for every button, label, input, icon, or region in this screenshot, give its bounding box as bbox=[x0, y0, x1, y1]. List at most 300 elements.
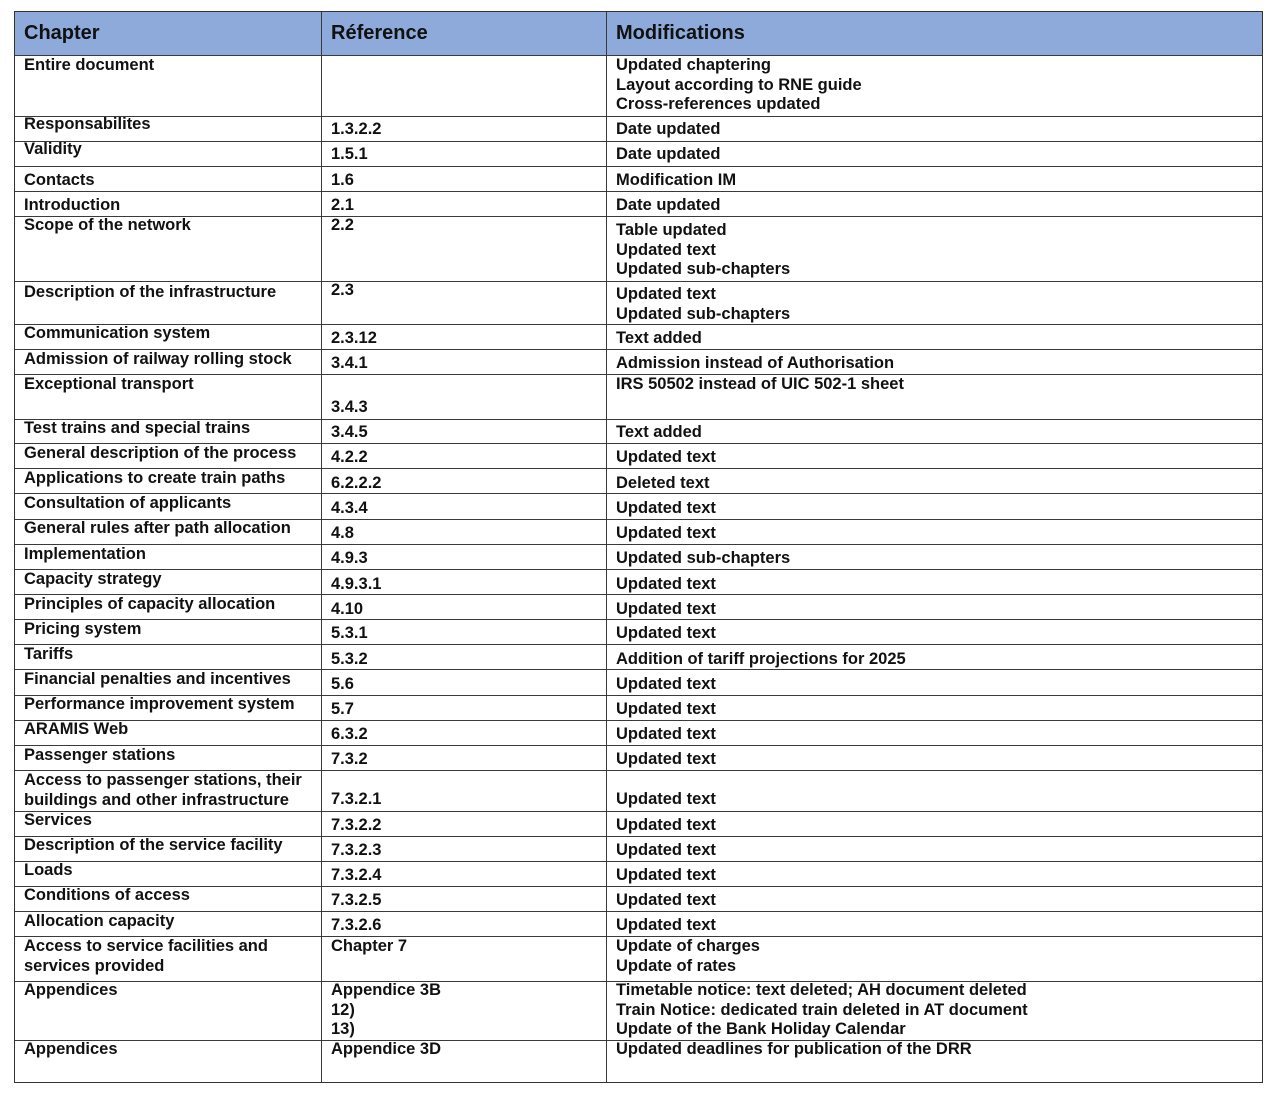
modification-lines bbox=[616, 841, 716, 861]
modification-text: Updated chaptering bbox=[616, 56, 771, 75]
reference-lines bbox=[331, 891, 381, 911]
modification-text: Table updated bbox=[616, 221, 727, 240]
chapter-lines bbox=[24, 645, 73, 665]
reference-text: 2.3 bbox=[331, 281, 354, 300]
modification-text: Updated text bbox=[616, 448, 716, 467]
modification-cell bbox=[606, 494, 1263, 519]
modification-text: Updated text bbox=[616, 841, 716, 860]
chapter-text: General rules after path allocation bbox=[24, 519, 291, 538]
modification-lines bbox=[616, 700, 716, 720]
reference-lines bbox=[331, 329, 377, 349]
reference-cell bbox=[321, 812, 606, 836]
table-row bbox=[14, 419, 1263, 443]
reference-cell bbox=[321, 912, 606, 936]
reference-text: 6.3.2 bbox=[331, 725, 368, 744]
modification-lines bbox=[616, 866, 716, 886]
chapter-lines bbox=[24, 695, 295, 715]
modification-text: Admission instead of Authorisation bbox=[616, 354, 895, 373]
modification-cell bbox=[606, 117, 1263, 141]
modification-lines bbox=[616, 1040, 972, 1060]
table-row bbox=[14, 811, 1263, 836]
modification-text: Updated text bbox=[616, 624, 716, 643]
modification-lines bbox=[616, 549, 790, 569]
modification-lines bbox=[616, 725, 716, 745]
table-row bbox=[14, 770, 1263, 811]
modification-text: Text added bbox=[616, 329, 702, 348]
modification-lines bbox=[616, 750, 716, 770]
reference-cell bbox=[321, 117, 606, 141]
modification-lines bbox=[616, 937, 760, 976]
reference-text: 5.7 bbox=[331, 700, 354, 719]
reference-lines bbox=[331, 1040, 441, 1060]
modification-cell bbox=[606, 912, 1263, 936]
chapter-text: Exceptional transport bbox=[24, 375, 194, 394]
table-row bbox=[14, 141, 1263, 166]
chapter-lines bbox=[24, 981, 118, 1001]
table-row bbox=[14, 519, 1263, 544]
chapter-cell bbox=[14, 1041, 321, 1083]
chapter-text: Passenger stations bbox=[24, 746, 176, 765]
modification-lines bbox=[616, 524, 716, 544]
chapter-cell bbox=[14, 325, 321, 349]
modification-cell bbox=[606, 696, 1263, 720]
reference-lines bbox=[331, 216, 354, 236]
modification-text: Updated sub-chapters bbox=[616, 260, 791, 279]
modification-text: Layout according to RNE guide bbox=[616, 75, 862, 94]
modification-lines bbox=[616, 423, 702, 443]
reference-text: 3.4.3 bbox=[331, 398, 368, 417]
modification-text: Date updated bbox=[616, 196, 721, 215]
table-row bbox=[14, 281, 1263, 324]
chapter-cell bbox=[14, 167, 321, 191]
modification-cell bbox=[606, 520, 1263, 544]
reference-text: 7.3.2.4 bbox=[331, 866, 382, 885]
chapter-cell bbox=[14, 595, 321, 619]
modification-text: Updated deadlines for publication of the DRR bbox=[616, 1040, 972, 1059]
reference-text: 1.6 bbox=[331, 171, 354, 190]
table-row bbox=[14, 644, 1263, 669]
modification-text: Deleted text bbox=[616, 474, 710, 493]
chapter-cell bbox=[14, 469, 321, 493]
modification-cell bbox=[606, 545, 1263, 569]
reference-lines bbox=[331, 499, 368, 519]
modification-cell bbox=[606, 167, 1263, 191]
chapter-text: Applications to create train paths bbox=[24, 469, 286, 488]
table-row bbox=[14, 324, 1263, 349]
chapter-cell bbox=[14, 645, 321, 669]
reference-cell bbox=[321, 520, 606, 544]
chapter-cell bbox=[14, 721, 321, 745]
reference-lines bbox=[331, 600, 363, 620]
modification-cell bbox=[606, 444, 1263, 468]
reference-cell bbox=[321, 494, 606, 519]
modification-lines bbox=[616, 790, 716, 810]
reference-cell bbox=[321, 620, 606, 644]
chapter-cell bbox=[14, 142, 321, 166]
modification-text: Updated text bbox=[616, 240, 716, 259]
modification-text: Update of the Bank Holiday Calendar bbox=[616, 1020, 906, 1039]
chapter-cell bbox=[14, 117, 321, 141]
chapter-cell bbox=[14, 420, 321, 443]
table-row bbox=[14, 886, 1263, 911]
modification-text: Updated text bbox=[616, 891, 716, 910]
chapter-text: Description of the service facility bbox=[24, 836, 283, 855]
chapter-cell bbox=[14, 192, 321, 216]
table-row bbox=[14, 720, 1263, 745]
reference-lines bbox=[331, 750, 368, 770]
modification-lines bbox=[616, 145, 721, 165]
chapter-lines bbox=[24, 171, 95, 191]
reference-text: Appendice 3D bbox=[331, 1040, 442, 1059]
modification-cell bbox=[606, 469, 1263, 493]
reference-text: 7.3.2.6 bbox=[331, 916, 382, 935]
modification-text: Updated text bbox=[616, 916, 716, 935]
table-row bbox=[14, 374, 1263, 419]
modification-text: Updated text bbox=[616, 524, 716, 543]
chapter-lines bbox=[24, 350, 292, 370]
modification-text: Updated sub-chapters bbox=[616, 304, 791, 323]
chapter-lines bbox=[24, 720, 128, 740]
chapter-cell bbox=[14, 862, 321, 886]
modification-text: Modification IM bbox=[616, 171, 737, 190]
reference-cell bbox=[321, 444, 606, 468]
reference-text: 3.4.5 bbox=[331, 423, 368, 442]
reference-lines bbox=[331, 145, 368, 165]
modification-text: Updated sub-chapters bbox=[616, 549, 791, 568]
reference-lines bbox=[331, 816, 381, 836]
reference-lines bbox=[331, 423, 368, 443]
chapter-lines bbox=[24, 886, 190, 906]
reference-text: 4.2.2 bbox=[331, 448, 368, 467]
chapter-text: Allocation capacity bbox=[24, 912, 175, 931]
chapter-lines bbox=[24, 545, 146, 565]
modification-text: Addition of tariff projections for 2025 bbox=[616, 650, 906, 669]
reference-lines bbox=[331, 354, 368, 374]
table-row bbox=[14, 468, 1263, 493]
reference-lines bbox=[331, 196, 354, 216]
modification-cell bbox=[606, 887, 1263, 911]
modification-cell bbox=[606, 375, 1263, 419]
reference-cell bbox=[321, 862, 606, 886]
chapter-cell bbox=[14, 696, 321, 720]
modification-cell bbox=[606, 670, 1263, 695]
reference-cell bbox=[321, 595, 606, 619]
chapter-lines bbox=[24, 196, 120, 216]
chapter-cell bbox=[14, 937, 321, 981]
reference-cell bbox=[321, 771, 606, 811]
chapter-text: Appendices bbox=[24, 981, 118, 1000]
modification-text: Date updated bbox=[616, 120, 721, 139]
chapter-text: Responsabilites bbox=[24, 115, 151, 134]
chapter-cell bbox=[14, 56, 321, 116]
table-row bbox=[14, 55, 1263, 116]
chapter-lines bbox=[24, 595, 275, 615]
reference-text: 4.9.3 bbox=[331, 549, 368, 568]
modification-lines bbox=[616, 675, 716, 695]
reference-lines bbox=[331, 398, 368, 418]
reference-cell bbox=[321, 350, 606, 374]
reference-text: 4.3.4 bbox=[331, 499, 368, 518]
table-row bbox=[14, 911, 1263, 936]
chapter-lines bbox=[24, 570, 162, 590]
chapter-cell bbox=[14, 545, 321, 569]
reference-cell bbox=[321, 887, 606, 911]
table-row bbox=[14, 166, 1263, 191]
chapter-lines bbox=[24, 937, 268, 976]
modification-text: Update of charges bbox=[616, 937, 760, 956]
reference-text: 2.2 bbox=[331, 216, 354, 235]
modification-text: Updated text bbox=[616, 575, 716, 594]
chapter-lines bbox=[24, 836, 283, 856]
reference-cell bbox=[321, 1041, 606, 1083]
reference-lines bbox=[331, 281, 354, 301]
reference-cell bbox=[321, 469, 606, 493]
chapter-text: General description of the process bbox=[24, 444, 297, 463]
reference-cell bbox=[321, 192, 606, 216]
chapter-text: Conditions of access bbox=[24, 886, 190, 905]
modification-lines bbox=[616, 650, 906, 670]
chapter-cell bbox=[14, 771, 321, 811]
reference-text: 5.3.1 bbox=[331, 624, 368, 643]
reference-text: 7.3.2.2 bbox=[331, 816, 382, 835]
modification-cell bbox=[606, 595, 1263, 619]
modification-text: Updated text bbox=[616, 499, 716, 518]
table-row bbox=[14, 619, 1263, 644]
header-modifications: Modifications bbox=[616, 22, 745, 44]
modification-text: Updated text bbox=[616, 866, 716, 885]
chapter-lines bbox=[24, 140, 82, 160]
chapter-text: Loads bbox=[24, 861, 73, 880]
reference-lines bbox=[331, 120, 381, 140]
modification-lines bbox=[616, 196, 721, 216]
modification-cell bbox=[606, 721, 1263, 745]
table-row bbox=[14, 191, 1263, 216]
chapter-lines bbox=[24, 620, 141, 640]
reference-cell bbox=[321, 420, 606, 443]
chapter-lines bbox=[24, 115, 151, 135]
reference-cell bbox=[321, 645, 606, 669]
reference-cell bbox=[321, 142, 606, 166]
chapter-cell bbox=[14, 217, 321, 281]
modification-lines bbox=[616, 474, 710, 494]
chapter-cell bbox=[14, 282, 321, 324]
reference-text: 1.5.1 bbox=[331, 145, 368, 164]
chapter-text: Admission of railway rolling stock bbox=[24, 350, 292, 369]
modification-cell bbox=[606, 325, 1263, 349]
modification-cell bbox=[606, 837, 1263, 861]
chapter-lines bbox=[24, 1040, 118, 1060]
reference-text: 4.10 bbox=[331, 600, 364, 619]
table-row bbox=[14, 745, 1263, 770]
modification-lines bbox=[616, 120, 721, 140]
chapter-text: Contacts bbox=[24, 171, 95, 190]
reference-lines bbox=[331, 575, 381, 595]
modification-text: IRS 50502 instead of UIC 502-1 sheet bbox=[616, 375, 904, 394]
chapter-text: Pricing system bbox=[24, 620, 142, 639]
chapter-text: Introduction bbox=[24, 196, 121, 215]
reference-cell bbox=[321, 982, 606, 1040]
chapter-lines bbox=[24, 746, 175, 766]
reference-lines bbox=[331, 524, 354, 544]
modification-text: Updated text bbox=[616, 675, 716, 694]
chapter-lines bbox=[24, 444, 296, 464]
reference-cell bbox=[321, 837, 606, 861]
modification-lines bbox=[616, 575, 716, 595]
reference-cell bbox=[321, 670, 606, 695]
reference-text: 1.3.2.2 bbox=[331, 120, 382, 139]
modification-text: Updated text bbox=[616, 600, 716, 619]
chapter-cell bbox=[14, 375, 321, 419]
modification-text: Updated text bbox=[616, 816, 716, 835]
chapter-cell bbox=[14, 670, 321, 695]
chapter-lines bbox=[24, 861, 73, 881]
reference-text: 4.8 bbox=[331, 524, 354, 543]
modification-cell bbox=[606, 1041, 1263, 1083]
modification-cell bbox=[606, 620, 1263, 644]
modification-text: Updated text bbox=[616, 725, 716, 744]
modification-cell bbox=[606, 350, 1263, 374]
modification-cell bbox=[606, 282, 1263, 324]
reference-text: 7.3.2 bbox=[331, 750, 368, 769]
chapter-cell bbox=[14, 812, 321, 836]
modification-cell bbox=[606, 937, 1263, 981]
table-row bbox=[14, 544, 1263, 569]
reference-lines bbox=[331, 725, 368, 745]
reference-cell bbox=[321, 937, 606, 981]
chapter-text: Principles of capacity allocation bbox=[24, 595, 276, 614]
table-row bbox=[14, 116, 1263, 141]
reference-lines bbox=[331, 171, 354, 191]
reference-text: 2.1 bbox=[331, 196, 354, 215]
chapter-text: Services bbox=[24, 811, 92, 830]
reference-cell bbox=[321, 217, 606, 281]
chapter-cell bbox=[14, 520, 321, 544]
modification-lines bbox=[616, 981, 1028, 1040]
modification-lines bbox=[616, 916, 716, 936]
modification-lines bbox=[616, 329, 702, 349]
chapter-lines bbox=[24, 283, 276, 303]
modification-lines bbox=[616, 600, 716, 620]
table-row bbox=[14, 695, 1263, 720]
header-chapter: Chapter bbox=[24, 22, 100, 44]
modification-lines bbox=[616, 56, 862, 115]
chapter-cell bbox=[14, 444, 321, 468]
chapter-lines bbox=[24, 670, 291, 690]
modification-lines bbox=[616, 816, 716, 836]
table-row bbox=[14, 861, 1263, 886]
table-row bbox=[14, 936, 1263, 981]
chapter-text: Description of the infrastructure bbox=[24, 283, 277, 302]
table-row bbox=[14, 569, 1263, 594]
reference-cell bbox=[321, 56, 606, 116]
modification-text: Updated text bbox=[616, 700, 716, 719]
reference-lines bbox=[331, 624, 368, 644]
modification-lines bbox=[616, 221, 790, 280]
reference-cell bbox=[321, 325, 606, 349]
reference-cell bbox=[321, 375, 606, 419]
modification-cell bbox=[606, 56, 1263, 116]
reference-lines bbox=[331, 675, 354, 695]
table-header-row bbox=[14, 11, 1263, 55]
modification-lines bbox=[616, 448, 716, 468]
reference-text: 13) bbox=[331, 1020, 355, 1039]
table-row bbox=[14, 216, 1263, 281]
reference-text: 4.9.3.1 bbox=[331, 575, 382, 594]
reference-lines bbox=[331, 650, 368, 670]
reference-text: 7.3.2.3 bbox=[331, 841, 382, 860]
chapter-text: Validity bbox=[24, 140, 82, 159]
modification-lines bbox=[616, 285, 790, 324]
chapter-cell bbox=[14, 494, 321, 519]
chapter-lines bbox=[24, 469, 285, 489]
modification-cell bbox=[606, 142, 1263, 166]
reference-cell bbox=[321, 721, 606, 745]
chapter-cell bbox=[14, 887, 321, 911]
table-row bbox=[14, 493, 1263, 519]
chapter-cell bbox=[14, 350, 321, 374]
chapter-cell bbox=[14, 837, 321, 861]
chapter-cell bbox=[14, 570, 321, 594]
reference-lines bbox=[331, 448, 368, 468]
chapter-lines bbox=[24, 494, 231, 514]
modification-cell bbox=[606, 570, 1263, 594]
modification-cell bbox=[606, 982, 1263, 1040]
modification-cell bbox=[606, 217, 1263, 281]
modification-text: Timetable notice: text deleted; AH document deleted bbox=[616, 981, 1027, 1000]
chapter-lines bbox=[24, 375, 194, 395]
modification-cell bbox=[606, 746, 1263, 770]
reference-cell bbox=[321, 545, 606, 569]
chapter-text: ARAMIS Web bbox=[24, 720, 129, 739]
chapter-lines bbox=[24, 811, 92, 831]
column-divider bbox=[321, 11, 322, 1083]
modification-text: Updated text bbox=[616, 750, 716, 769]
table-row bbox=[14, 1040, 1263, 1083]
header-reference: Réference bbox=[331, 22, 428, 44]
modification-cell bbox=[606, 420, 1263, 443]
modification-cell bbox=[606, 812, 1263, 836]
modification-lines bbox=[616, 624, 716, 644]
table-row bbox=[14, 594, 1263, 619]
chapter-text: Entire document bbox=[24, 56, 155, 75]
reference-lines bbox=[331, 916, 381, 936]
chapter-cell bbox=[14, 912, 321, 936]
chapter-text: Scope of the network bbox=[24, 216, 191, 235]
table-row bbox=[14, 981, 1263, 1040]
chapter-text: Test trains and special trains bbox=[24, 419, 251, 438]
reference-text: 7.3.2.1 bbox=[331, 790, 382, 809]
reference-text: 5.6 bbox=[331, 675, 354, 694]
chapter-text: Tariffs bbox=[24, 645, 74, 664]
chapter-lines bbox=[24, 912, 174, 932]
chapter-lines bbox=[24, 56, 154, 76]
modification-cell bbox=[606, 862, 1263, 886]
reference-cell bbox=[321, 696, 606, 720]
table-row bbox=[14, 349, 1263, 374]
chapter-text: Appendices bbox=[24, 1040, 118, 1059]
chapter-text: Access to passenger stations, their bbox=[24, 771, 302, 790]
modification-lines bbox=[616, 499, 716, 519]
table-row bbox=[14, 669, 1263, 695]
chapter-text: Communication system bbox=[24, 324, 211, 343]
chapter-cell bbox=[14, 982, 321, 1040]
reference-lines bbox=[331, 841, 381, 861]
modification-text: Text added bbox=[616, 423, 702, 442]
modification-cell bbox=[606, 771, 1263, 811]
chapter-lines bbox=[24, 324, 210, 344]
reference-lines bbox=[331, 474, 381, 494]
table-row bbox=[14, 836, 1263, 861]
